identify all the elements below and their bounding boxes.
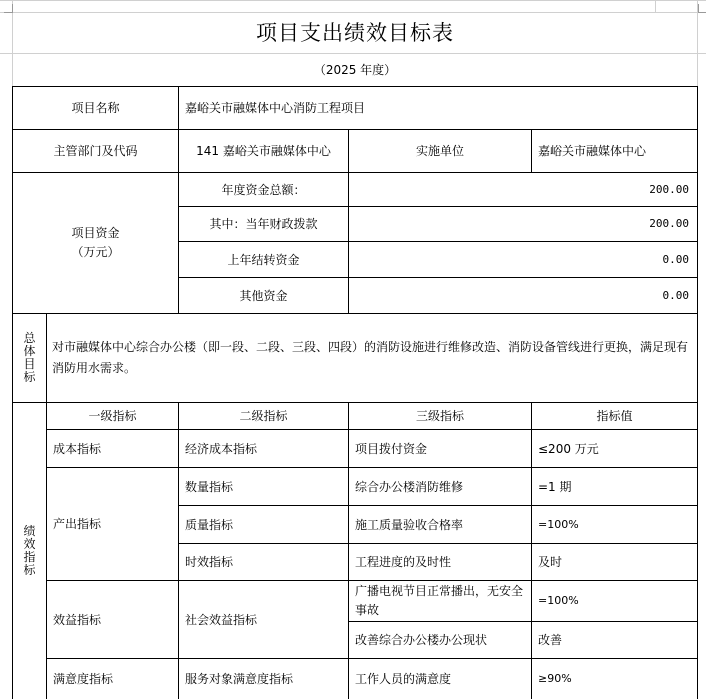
funds-row-value: 200.00 xyxy=(649,217,689,230)
funds-row-label: 其他资金 xyxy=(239,288,288,303)
dept-label: 主管部门及代码 xyxy=(53,144,138,158)
funds-row-value: 200.00 xyxy=(649,182,689,196)
level3-item: 工程进度的及时性 xyxy=(355,555,452,569)
level1-cost: 成本指标 xyxy=(53,441,102,456)
indicators-label-char: 绩 xyxy=(23,524,36,538)
funds-row-label: 上年结转资金 xyxy=(227,252,300,267)
indicator-value: =100% xyxy=(538,594,579,607)
level2-item: 时效指标 xyxy=(185,555,234,569)
level2-item: 服务对象满意度指标 xyxy=(185,672,294,686)
dept-value: 141 嘉峪关市融媒体中心 xyxy=(196,144,331,158)
grid-line xyxy=(0,0,706,1)
indicator-value: 改善 xyxy=(538,633,563,647)
project-name-value: 嘉峪关市融媒体中心消防工程项目 xyxy=(185,101,366,115)
indicator-value: =1 期 xyxy=(538,479,572,494)
overall-goal-label-char: 目 xyxy=(23,357,36,371)
level3-item: 广播电视节目正常播出，无安全事故 xyxy=(355,584,524,617)
level2-item: 经济成本指标 xyxy=(185,441,258,456)
project-name-label: 项目名称 xyxy=(71,101,120,115)
level2-item: 质量指标 xyxy=(185,517,234,532)
level1-satisfaction: 满意度指标 xyxy=(53,672,114,686)
indicators-label-char: 指 xyxy=(23,550,36,564)
level1-benefit: 效益指标 xyxy=(53,612,102,627)
impl-unit-value: 嘉峪关市融媒体中心 xyxy=(538,144,647,158)
level3-item: 改善综合办公楼办公现状 xyxy=(355,633,488,647)
corner-mark-right xyxy=(698,4,706,13)
impl-unit-label: 实施单位 xyxy=(415,144,464,158)
header-level1: 一级指标 xyxy=(88,409,137,423)
indicator-value: 及时 xyxy=(538,555,563,569)
indicators-label-char: 效 xyxy=(23,537,36,551)
level3-item: 项目拨付资金 xyxy=(355,441,428,456)
funds-row-label: 年度资金总额： xyxy=(221,182,306,197)
indicator-value: ≤200 万元 xyxy=(538,441,599,456)
level1-output: 产出指标 xyxy=(53,517,102,531)
indicators-label-char: 标 xyxy=(23,563,36,577)
overall-goal-label-char: 标 xyxy=(23,370,36,384)
level3-item: 施工质量验收合格率 xyxy=(355,517,464,532)
overall-goal-label xyxy=(13,314,46,402)
overall-goal-label-char: 总 xyxy=(23,331,36,345)
overall-goal-text: 对市融媒体中心综合办公楼（即一段、二段、三段、四段）的消防设施进行维修改造、消防设备管线进行更换，满足现有消防用水需求。 xyxy=(52,340,689,375)
level2-item: 数量指标 xyxy=(185,479,234,494)
overall-goal-label-char: 体 xyxy=(23,344,36,358)
funds-row-label: 其中：当年财政拨款 xyxy=(209,217,318,231)
funds-label xyxy=(13,173,178,313)
funds-unit: （万元） xyxy=(71,245,120,259)
indicator-value: ≥90% xyxy=(538,672,572,685)
funds-label-text: 项目资金 xyxy=(71,226,120,240)
grid-line xyxy=(655,0,656,12)
page-title: 项目支出绩效目标表 xyxy=(256,21,454,45)
level2-item: 社会效益指标 xyxy=(185,612,258,627)
level3-item: 综合办公楼消防维修 xyxy=(355,479,464,494)
corner-mark-left xyxy=(4,4,13,13)
header-level2: 二级指标 xyxy=(239,409,288,423)
indicator-value: =100% xyxy=(538,517,579,531)
indicators-label xyxy=(13,403,46,699)
level3-item: 工作人员的满意度 xyxy=(355,672,452,686)
funds-row-value: 0.00 xyxy=(662,252,689,266)
header-level3: 三级指标 xyxy=(415,409,464,423)
header-value: 指标值 xyxy=(596,409,633,423)
table-border xyxy=(697,86,698,699)
fiscal-year: （2025 年度） xyxy=(313,63,397,77)
funds-row-value: 0.00 xyxy=(662,288,689,302)
